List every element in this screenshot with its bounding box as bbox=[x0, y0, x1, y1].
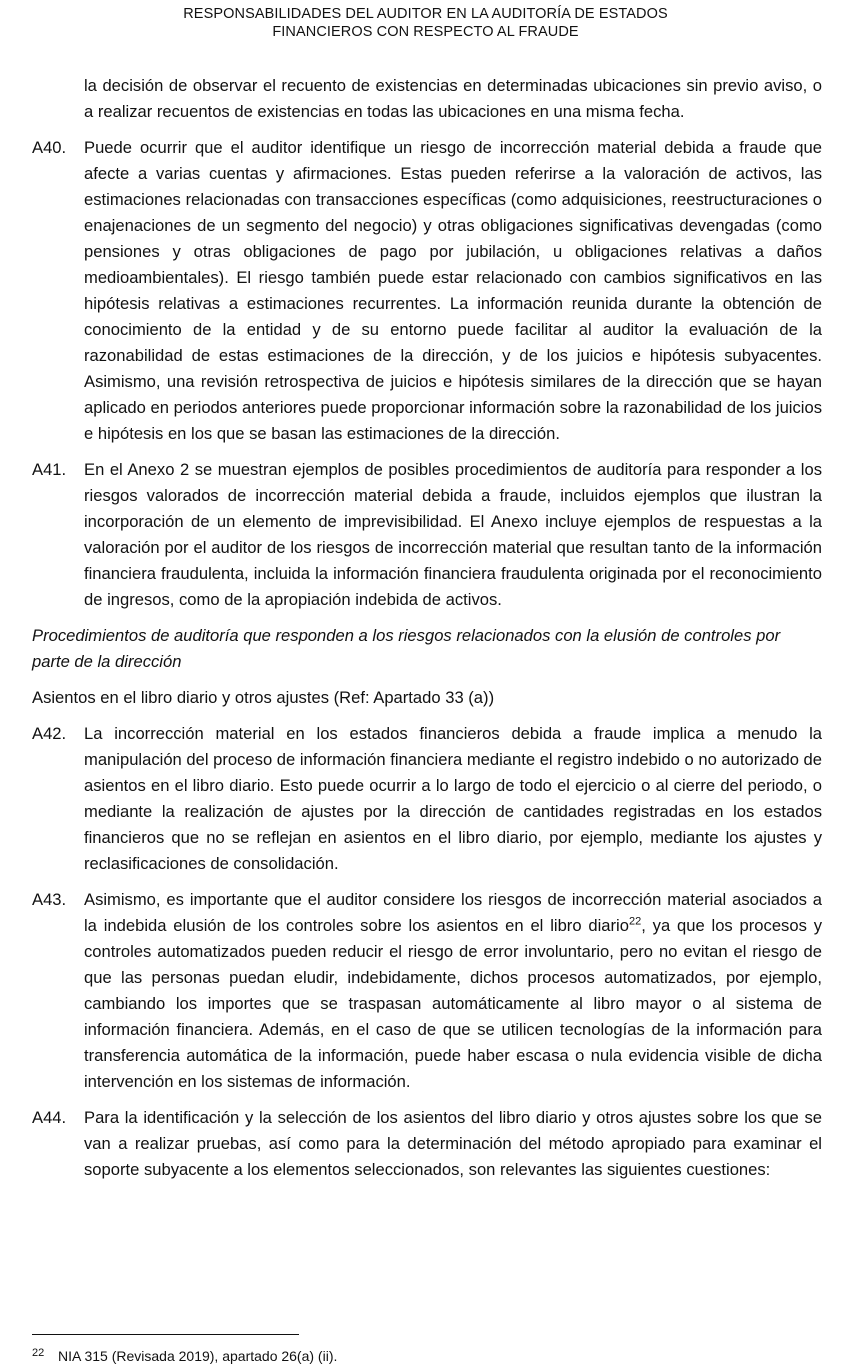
paragraph-text-part-2: , ya que los procesos y controles automatizados pueden reducir el riesgo de error involuntario, pero no evitan el riesgo de que las personas puedan eludir, indebidamente, dichos procesos automatizados, por ejemplo, cambiando los importes que se traspasan automáticamente al libro mayor o al sistema de información financiera. Además, en el caso de que se utilicen tecnologías de la información para transferencia automática de la información, puede haber escasa o nula evidencia visible de dicha intervención en los sistemas de información. bbox=[84, 916, 822, 1091]
paragraph-a44 bbox=[32, 1105, 822, 1183]
paragraph-a43 bbox=[32, 887, 822, 1095]
paragraph-a40 bbox=[32, 135, 822, 447]
paragraph-number: A40. bbox=[32, 138, 67, 157]
page-header bbox=[0, 5, 851, 41]
header-line-1: RESPONSABILIDADES DEL AUDITOR EN LA AUDITORÍA DE ESTADOS bbox=[183, 6, 668, 22]
subheading: Asientos en el libro diario y otros ajustes (Ref: Apartado 33 (a)) bbox=[32, 688, 495, 707]
paragraph-text bbox=[84, 887, 822, 1095]
footnote-text: NIA 315 (Revisada 2019), apartado 26(a) (ii). bbox=[58, 1348, 338, 1364]
paragraph-a42 bbox=[32, 721, 822, 877]
paragraph-number: A44. bbox=[32, 1108, 67, 1127]
paragraph-text: La incorrección material en los estados financieros debida a fraude implica a menudo la manipulación del proceso de información financiera mediante el registro indebido o no autorizado de asientos en el libro diario. Esto puede ocurrir a lo largo de todo el ejercicio o al cierre del periodo, o mediante la realización de ajustes por la dirección de cantidades registradas en los estados financieros que no se reflejan en asientos en el libro diario, por ejemplo, mediante los ajustes y reclasificaciones de consolidación. bbox=[84, 724, 822, 873]
footnote-separator bbox=[32, 1334, 299, 1335]
footnote-number: 22 bbox=[32, 1347, 45, 1359]
header-line-2: FINANCIEROS CON RESPECTO AL FRAUDE bbox=[272, 24, 579, 40]
paragraph-number: A43. bbox=[32, 890, 67, 909]
paragraph-text: Para la identificación y la selección de los asientos del libro diario y otros ajustes sobre los que se van a realizar pruebas, así como para la determinación del método apropiado para examinar el soporte subyacente a los elementos seleccionados, son relevantes las siguientes cuestiones: bbox=[84, 1108, 822, 1179]
footnote-reference[interactable]: 22 bbox=[628, 915, 642, 928]
section-heading: Procedimientos de auditoría que responden a los riesgos relacionados con la elusión de controles por parte de la dirección bbox=[32, 626, 781, 671]
paragraph-a41 bbox=[32, 457, 822, 613]
paragraph-text: Puede ocurrir que el auditor identifique un riesgo de incorrección material debida a fraude que afecte a varias cuentas y afirmaciones. Estas pueden referirse a la valoración de activos, las estimaciones relacionadas con transacciones específicas (como adquisiciones, reestructuraciones o enajenaciones de un segmento del negocio) y otras obligaciones significativas devengadas (como pensiones y otras obligaciones de pago por jubilación, u obligaciones relativas a daños medioambientales). El riesgo también puede estar relacionado con cambios significativos en las hipótesis relativas a estimaciones recurrentes. La información reunida durante la obtención de conocimiento de la entidad y de su entorno puede facilitar al auditor la evaluación de la razonabilidad de estas estimaciones de la dirección, y de los juicios e hipótesis subyacentes. Asimismo, una revisión retrospectiva de juicios e hipótesis similares de la dirección que se hayan aplicado en periodos anteriores puede proporcionar información sobre la razonabilidad de los juicios e hipótesis en los que se basan las estimaciones de la dirección. bbox=[84, 138, 822, 443]
footnote bbox=[32, 1347, 337, 1365]
paragraph-text: En el Anexo 2 se muestran ejemplos de posibles procedimientos de auditoría para responder a los riesgos valorados de incorrección material debida a fraude, incluidos ejemplos que ilustran la incorporación de un elemento de imprevisibilidad. El Anexo incluye ejemplos de respuestas a la valoración por el auditor de los riesgos de incorrección material que resultan tanto de la información financiera fraudulenta, incluida la información financiera fraudulenta originada por el reconocimiento de ingresos, como de la apropiación indebida de activos. bbox=[84, 460, 822, 609]
paragraph-number: A42. bbox=[32, 724, 67, 743]
paragraph-text-part-1: Asimismo, es importante que el auditor considere los riesgos de incorrección material asociados a la indebida elusión de los controles sobre los asientos en el libro diario bbox=[84, 890, 822, 935]
continuation-paragraph: la decisión de observar el recuento de existencias en determinadas ubicaciones sin previo aviso, o a realizar recuentos de existencias en todas las ubicaciones en una misma fecha. bbox=[84, 76, 822, 121]
document-body bbox=[32, 73, 822, 1193]
paragraph-number: A41. bbox=[32, 460, 67, 479]
